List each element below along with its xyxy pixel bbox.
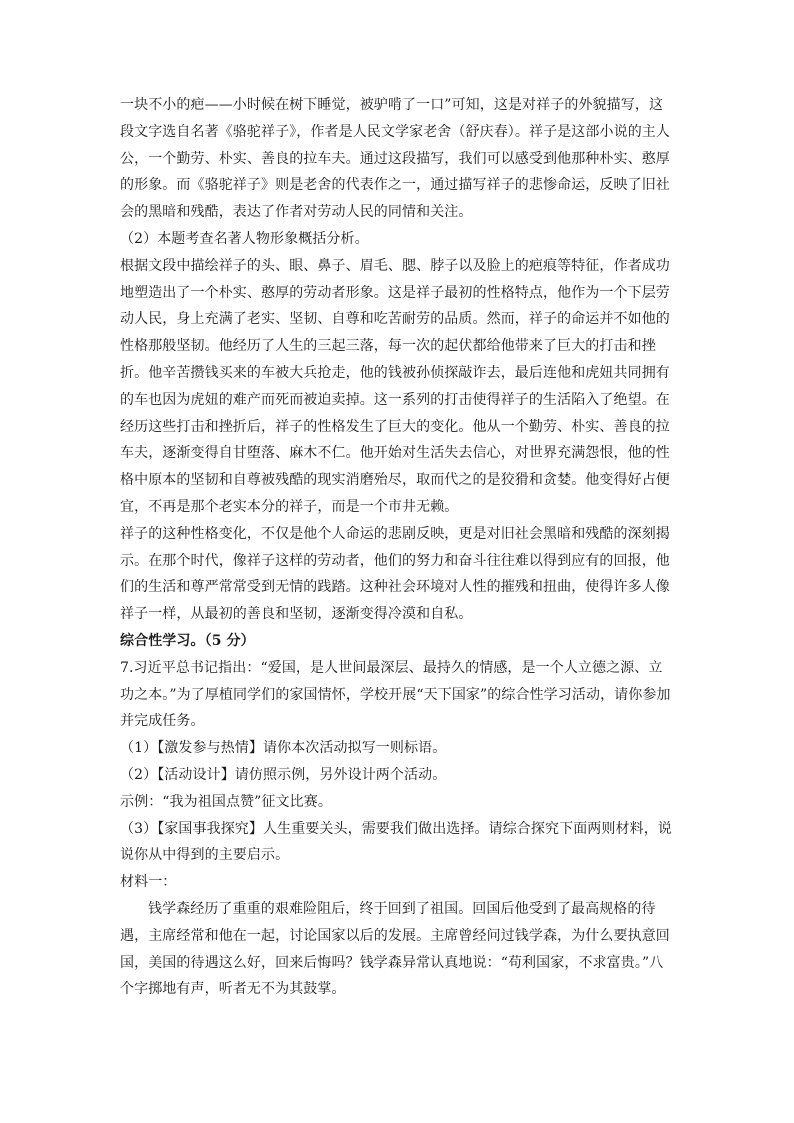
material-1-label: 材料一： [120,874,177,891]
material-1-text: 钱学森经历了重重的艰难险阻后，终于回到了祖国。回国后他受到了最高规格的待遇，主席经常和他在一起，讨论国家以后的发展。主席曾经问过钱学森，为什么要执意回国，美国的待遇这么好，回来后悔吗？钱学森异常认真地说：“苟利国家，不求富贵。”八个字掷地有声，听者无不为其鼓掌。 [120,900,670,998]
question-7-example: 示例：“我为祖国点赞”征文比赛。 [120,793,332,810]
answer-paragraph-2: 根据文段中描绘祥子的头、眼、鼻子、眉毛、腮、脖子以及脸上的疤痕等特征，作者成功地塑造出了一个朴实、憨厚的劳动者形象。这是祥子最初的性格特点，他作为一个下层劳动人民，身上充满了老实、坚韧、自尊和吃苦耐劳的品质。然而，祥子的命运并不如他的性格那般坚韧。他经历了人生的三起三落，每一次的起伏都给他带来了巨大的打击和挫折。他辛苦攒钱买来的车被大兵抢走，他的钱被孙侦探敲诈去，最后连他和虎妞共同拥有的车也因为虎妞的难产而死而被迫卖掉。这一系列的打击使得祥子的生活陷入了绝望。在经历这些打击和挫折后，祥子的性格发生了巨大的变化。他从一个勤劳、朴实、善良的拉车夫，逐渐变得自甘堕落、麻木不仁。他开始对生活失去信心，对世界充满怨恨，他的性格中原本的坚韧和自尊被残酷的现实消磨殆尽，取而代之的是狡猾和贪婪。他变得好占便宜，不再是那个老实本分的祥子，而是一个市井无赖。 [120,257,670,515]
question-7-task-1: （1）【激发参与热情】请你本次活动拟写一则标语。 [120,740,447,757]
answer-paragraph-3: 祥子的这种性格变化，不仅是他个人命运的悲剧反映，更是对旧社会黑暗和残酷的深刻揭示。在那个时代，像祥子这样的劳动者，他们的努力和奋斗往往难以得到应有的回报，他们的生活和尊严常常受到无情的践踏。这种社会环境对人性的摧残和扭曲，使得许多人像祥子一样，从最初的善良和坚韧，逐渐变得冷漠和自私。 [120,525,670,623]
answer-paragraph-1: 一块不小的疤——小时候在树下睡觉，被驴啃了一口”可知，这是对祥子的外貌描写，这段文字选自名著《骆驼祥子》，作者是人民文学家老舍（舒庆春）。祥子是这部小说的主人公，一个勤劳、朴实、善良的拉车夫。通过这段描写，我们可以感受到他那种朴实、憨厚的形象。而《骆驼祥子》则是老舍的代表作之一，通过描写祥子的悲惨命运，反映了旧社会的黑暗和残酷，表达了作者对劳动人民的同情和关注。 [120,97,670,221]
question-7-task-3: （3）【家国事我探究】人生重要关头，需要我们做出选择。请综合探究下面两则材料，说说你从中得到的主要启示。 [120,820,672,864]
section-heading: 综合性学习。（5 分） [120,632,255,649]
answer-subheading-2: （2）本题考查名著人物形象概括分析。 [120,230,369,247]
question-7-stem: 7.习近平总书记指出：“爱国，是人世间最深层、最持久的情感，是一个人立德之源、立功之本。”为了厚植同学们的家国情怀，学校开展“天下国家”的综合性学习活动，请你参加并完成任务。 [120,659,671,730]
document-body [120,92,676,1003]
question-7-task-2: （2）【活动设计】请仿照示例，另外设计两个活动。 [120,766,447,783]
